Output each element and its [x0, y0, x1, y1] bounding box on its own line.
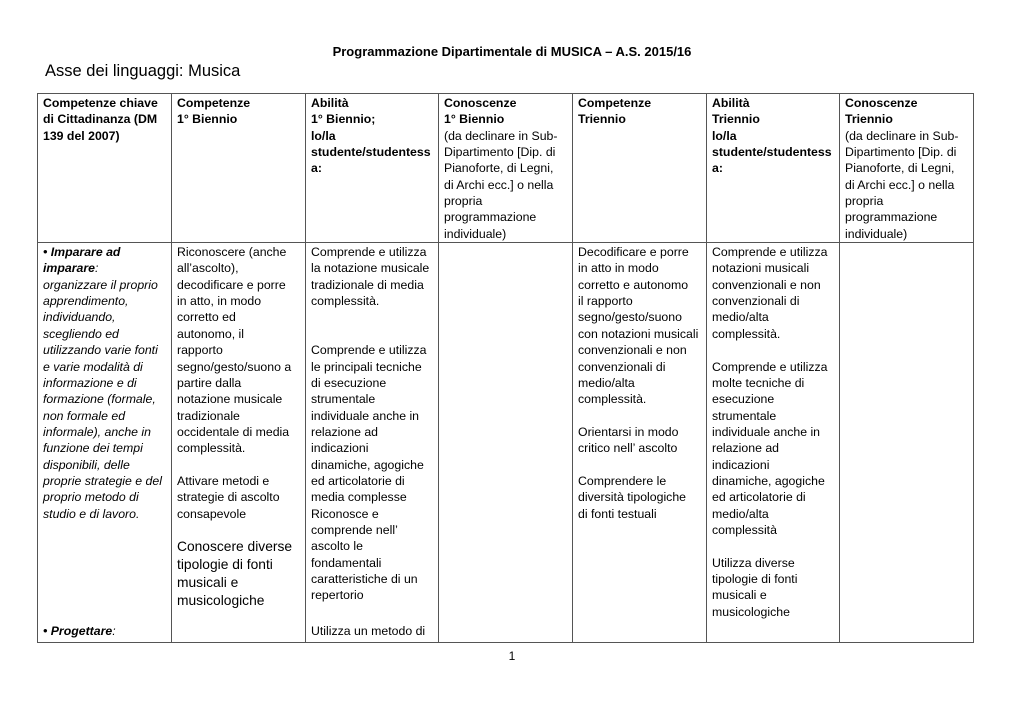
table-row [38, 243, 974, 643]
paragraph: Decodificare e porre in atto in modo corretto e autonomo il rapporto segno/gesto/suono con notazioni musicali convenzionali e non convenzionali di medio/alta complessità. [578, 245, 699, 407]
header-abilita-biennio [306, 94, 439, 243]
paragraph: Utilizza un metodo di [311, 624, 426, 639]
paragraph: Comprende e utilizza le principali tecniche di esecuzione strumentale individuale anche in relazione ad indicazioni dinamiche, agogiche ed articolatorie di media complesse Riconosce e comprende nell’ ascolto le fondamentali caratteristiche di un repertorio [311, 343, 427, 603]
cell-competenze-triennio [573, 243, 707, 643]
paragraph: Utilizza diverse tipologie di fonti musicali e musicologiche [712, 555, 798, 619]
bullet-title: • Imparare ad imparare [43, 245, 121, 276]
paragraph: Conoscere diverse tipologie di fonti musicali e musicologiche [177, 538, 293, 608]
header-conoscenze-biennio [439, 94, 573, 243]
paragraph: Comprendere le diversità tipologiche di fonti testuali [578, 473, 687, 521]
cell-abilita-triennio [707, 243, 840, 643]
header-competenze-chiave [38, 94, 172, 243]
curriculum-table [37, 93, 974, 643]
header-note: (da declinare in Sub- Dipartimento [Dip. di Pianoforte, di Legni, di Archi ecc.] o nella propria programmazione individuale) [845, 128, 959, 241]
paragraph: Attivare metodi e strategie di ascolto consapevole [177, 473, 280, 521]
section-title: Asse dei linguaggi: Musica [45, 62, 241, 80]
header-label: Conoscenze Triennio [845, 96, 918, 127]
header-conoscenze-triennio [840, 94, 974, 243]
paragraph: Comprende e utilizza la notazione musicale tradizionale di media complessità. [311, 245, 430, 309]
header-label: Competenze Triennio [578, 96, 652, 127]
page-number: 1 [508, 649, 516, 663]
paragraph: Comprende e utilizza notazioni musicali convenzionali e non convenzionali di medio/alta complessità. [712, 245, 828, 341]
header-competenze-triennio [573, 94, 707, 243]
cell-conoscenze-biennio [439, 243, 573, 643]
cell-competenze-biennio [172, 243, 306, 643]
header-competenze-biennio [172, 94, 306, 243]
header-label: Abilità Triennio lo/la studente/studentess a: [712, 96, 832, 176]
bullet-text: organizzare il proprio apprendimento, individuando, scegliendo ed utilizzando varie fonti e varie modalità di informazione e di formazione (formale, non formale ed informale), anche in funzione dei tempi disponibili, delle proprie strategie e del proprio metodo di studio e di lavoro. [43, 277, 162, 521]
paragraph: Riconoscere (anche all’ascolto), decodificare e porre in atto, in modo corretto ed autonomo, il rapporto segno/gesto/suono a partire dalla notazione musicale tradizionale occidentale di media complessità. [177, 245, 292, 456]
header-label: Abilità 1° Biennio; lo/la studente/studentess a: [311, 96, 431, 176]
header-note: (da declinare in Sub- Dipartimento [Dip. di Pianoforte, di Legni, di Archi ecc.] o nella propria programmazione individuale) [444, 128, 558, 241]
header-label: Competenze chiave di Cittadinanza (DM 139 del 2007) [43, 96, 158, 143]
cell-abilita-biennio [306, 243, 439, 643]
bullet-title: • Progettare [43, 624, 113, 639]
header-label: Conoscenze 1° Biennio [444, 96, 517, 127]
paragraph: Orientarsi in modo critico nell’ ascolto [578, 424, 679, 456]
cell-competenze-chiave: • Imparare ad imparare: organizzare il proprio apprendimento, individuando, scegliendo ed utilizzando varie fonti e varie modalità di informazione e di formazione (formale, non formale ed informale), anche in funzione dei tempi disponibili, delle proprie strategie e del proprio metodo di studio e di lavoro. • Progettare: [38, 243, 172, 643]
cell-conoscenze-triennio [840, 243, 974, 643]
header-label: Competenze 1° Biennio [177, 96, 251, 127]
paragraph: Comprende e utilizza molte tecniche di esecuzione strumentale individuale anche in relazione ad indicazioni dinamiche, agogiche ed articolatorie di medio/alta complessità [712, 359, 828, 537]
header-abilita-triennio [707, 94, 840, 243]
document-title: Programmazione Dipartimentale di MUSICA – A.S. 2015/16 [332, 44, 692, 59]
table-header-row [38, 94, 974, 243]
